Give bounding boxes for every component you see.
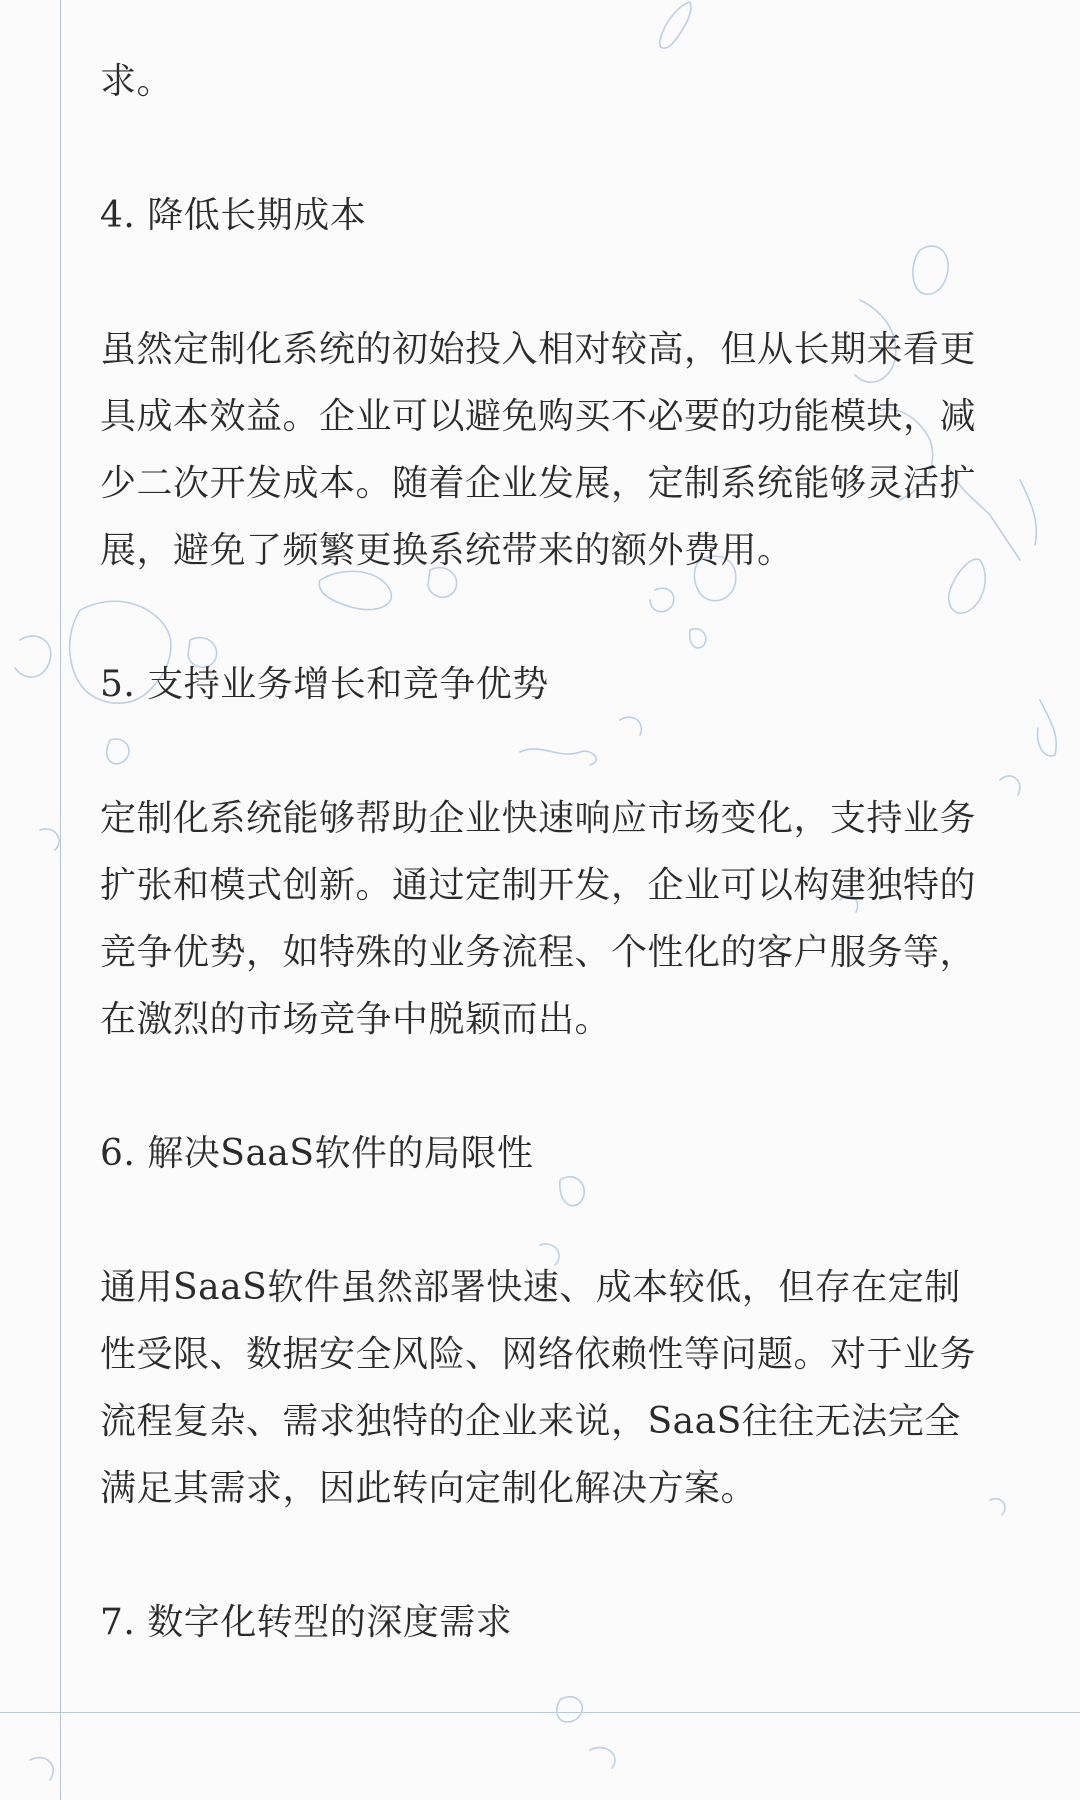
section-heading-4: 4. 降低长期成本 (100, 195, 367, 236)
section-heading-7: 7. 数字化转型的深度需求 (100, 1602, 513, 1643)
paragraph-line: 满足其需求，因此转向定制化解决方案。 (100, 1468, 758, 1509)
section-paragraph-5 (100, 785, 1025, 1053)
paragraph-line: 少二次开发成本。随着企业发展，定制系统能够灵活扩 (100, 463, 977, 504)
page-margin-line (60, 0, 61, 1800)
paragraph-line: 性受限、数据安全风险、网络依赖性等问题。对于业务 (100, 1334, 977, 1375)
section-heading-6: 6. 解决SaaS软件的局限性 (100, 1133, 534, 1174)
paragraph-line: 扩张和模式创新。通过定制开发，企业可以构建独特的 (100, 865, 977, 906)
paragraph-tail: 求。 (100, 61, 174, 102)
paragraph-line: 通用SaaS软件虽然部署快速、成本较低，但存在定制 (100, 1267, 961, 1308)
paragraph-line: 竞争优势，如特殊的业务流程、个性化的客户服务等， (100, 932, 977, 973)
paragraph-line: 虽然定制化系统的初始投入相对较高，但从长期来看更 (100, 329, 977, 370)
paragraph-line: 具成本效益。企业可以避免购买不必要的功能模块，减 (100, 396, 977, 437)
section-paragraph-4 (100, 316, 1025, 584)
paragraph-line: 在激烈的市场竞争中脱颖而出。 (100, 999, 612, 1040)
article-body (100, 48, 1025, 1656)
paragraph-line: 展，避免了频繁更换系统带来的额外费用。 (100, 530, 794, 571)
paragraph-line: 流程复杂、需求独特的企业来说，SaaS往往无法完全 (100, 1401, 961, 1442)
section-heading-5: 5. 支持业务增长和竞争优势 (100, 664, 549, 705)
paragraph-line: 定制化系统能够帮助企业快速响应市场变化，支持业务 (100, 798, 977, 839)
section-paragraph-6 (100, 1254, 1025, 1522)
page-bottom-rule (0, 1712, 1080, 1713)
